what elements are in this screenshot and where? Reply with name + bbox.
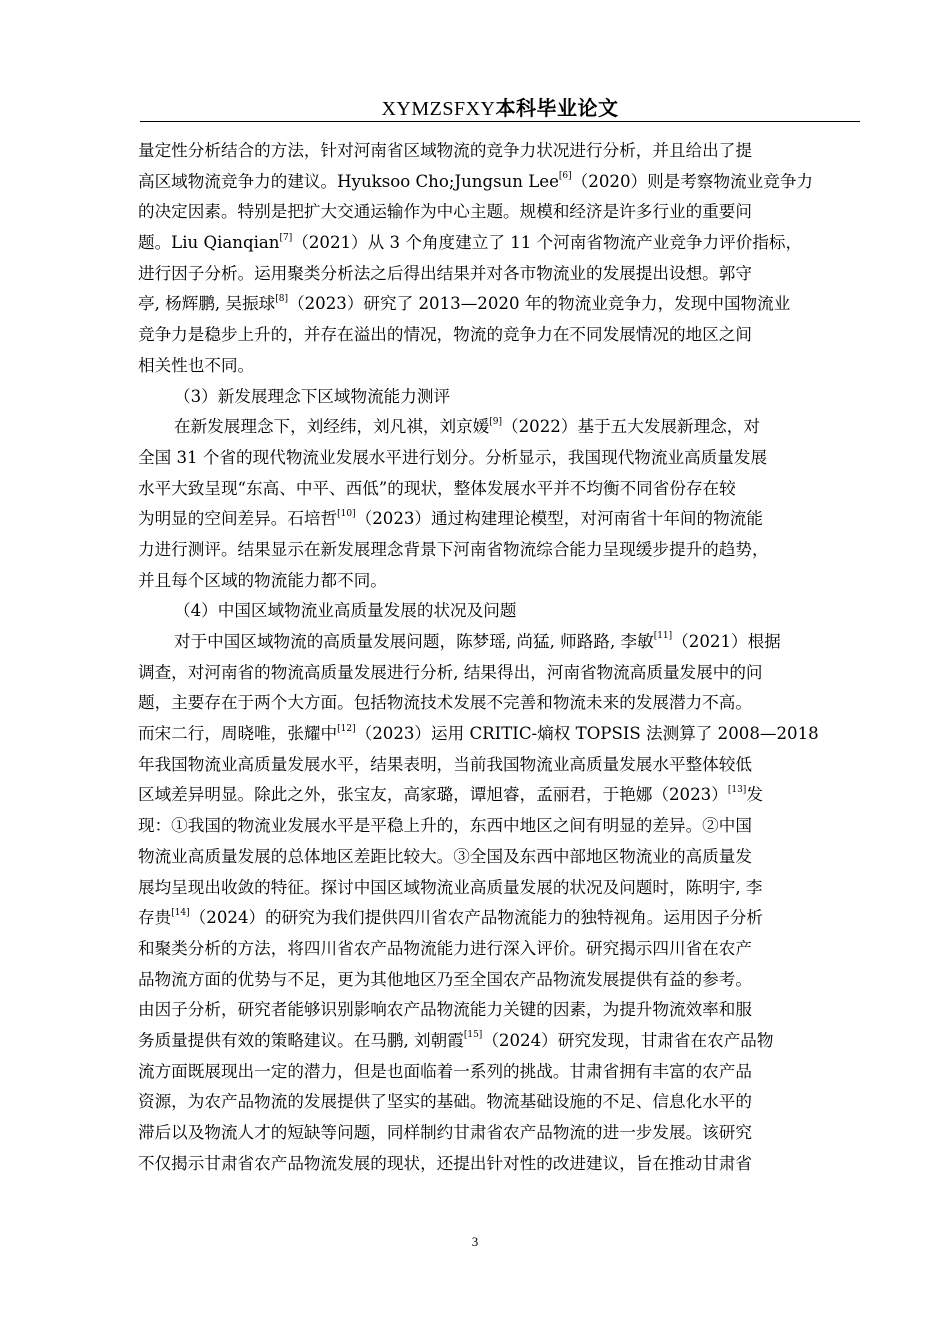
- line-text: 不仅揭示甘肃省农产品物流发展的现状，还提出针对性的改进建议，旨在推动甘肃省: [138, 1153, 752, 1173]
- text-line: [138, 443, 858, 474]
- line-text: 高区域物流竞争力的建议。Hyuksoo Cho;Jungsun Lee: [138, 171, 559, 191]
- text-line: [138, 504, 858, 535]
- line-text: 区域差异明显。除此之外，张宝友，高家璐，谭旭睿，孟丽君，于艳娜（2023）: [138, 785, 728, 805]
- line-text: 调查，对河南省的物流高质量发展进行分析, 结果得出，河南省物流高质量发展中的问: [138, 662, 763, 682]
- citation-marker: [10]: [337, 508, 356, 519]
- line-text: 物流业高质量发展的总体地区差距比较大。③全国及东西中部地区物流业的高质量发: [138, 846, 752, 866]
- line-text: 在新发展理念下，刘经纬，刘凡祺，刘京媛: [174, 417, 490, 437]
- text-line: [138, 382, 858, 413]
- citation-marker: [9]: [489, 416, 503, 427]
- citation-marker: [15]: [463, 1030, 483, 1041]
- text-line: [138, 903, 858, 934]
- line-text: 的决定因素。特别是把扩大交通运输作为中心主题。规模和经济是许多行业的重要问: [138, 202, 752, 222]
- text-line: [138, 197, 858, 228]
- text-line: [138, 136, 858, 167]
- line-text: 并且每个区域的物流能力都不同。: [138, 570, 387, 590]
- line-text: （2024）的研究为我们提供四川省农产品物流能力的独特视角。运用因子分析: [189, 908, 763, 928]
- page-number: 3: [471, 1234, 479, 1249]
- text-line: [138, 750, 858, 781]
- line-text: 全国 31 个省的现代物流业发展水平进行划分。分析显示，我国现代物流业高质量发展: [138, 447, 768, 467]
- text-line: [138, 719, 858, 750]
- line-text: 题。Liu Qianqian: [138, 233, 280, 253]
- line-text: 由因子分析，研究者能够识别影响农产品物流能力关键的因素，为提升物流效率和服: [138, 1000, 752, 1020]
- text-line: [138, 1057, 858, 1088]
- line-text: 相关性也不同。: [138, 355, 255, 375]
- line-text: （2024）研究发现，甘肃省在农产品物: [482, 1030, 774, 1050]
- text-line: [138, 873, 858, 904]
- line-text: 亭, 杨辉鹏, 吴振球: [138, 294, 276, 314]
- line-text: （4）中国区域物流业高质量发展的状况及问题: [174, 601, 517, 621]
- text-line: [138, 688, 858, 719]
- text-line: [138, 658, 858, 689]
- header-code: XYMZSFXY: [381, 98, 496, 120]
- line-text: （2020）则是考察物流业竞争力: [571, 171, 814, 191]
- line-text: 而宋二行，周晓唯，张耀中: [138, 724, 338, 744]
- line-text: 水平大致呈现“东高、中平、西低”的现状，整体发展水平并不均衡不同省份存在较: [138, 478, 736, 498]
- line-text: 力进行测评。结果显示在新发展理念背景下河南省物流综合能力呈现缓步提升的趋势，: [138, 539, 769, 559]
- citation-marker: [14]: [171, 907, 190, 918]
- text-line: [138, 1149, 858, 1180]
- text-line: [138, 995, 858, 1026]
- line-text: 对于中国区域物流的高质量发展问题，陈梦瑶, 尚猛, 师路路, 李敏: [174, 632, 654, 651]
- citation-marker: [8]: [275, 293, 289, 304]
- text-line: [138, 167, 858, 198]
- text-line: [138, 566, 858, 597]
- text-line: [138, 1118, 858, 1149]
- text-line: [138, 289, 858, 320]
- text-line: [138, 965, 858, 996]
- line-text: 品物流方面的优势与不足，更为其他地区乃至全国农产品物流发展提供有益的参考。: [138, 969, 752, 989]
- body-text: [138, 136, 858, 1179]
- text-line: [138, 412, 858, 443]
- line-text: （2021）根据: [672, 632, 781, 651]
- text-line: [138, 596, 858, 627]
- line-text: （2023）运用 CRITIC-熵权 TOPSIS 法测算了 2008—2018: [355, 724, 819, 744]
- text-line: [138, 1087, 858, 1118]
- text-line: [138, 811, 858, 842]
- text-line: [138, 1026, 858, 1057]
- line-text: 展均呈现出收敛的特征。探讨中国区域物流业高质量发展的状况及问题时，陈明宇, 李: [138, 877, 763, 897]
- text-line: [138, 842, 858, 873]
- line-text: 和聚类分析的方法，将四川省农产品物流能力进行深入评价。研究揭示四川省在农产: [138, 938, 752, 958]
- citation-marker: [7]: [279, 232, 293, 243]
- line-text: 资源，为农产品物流的发展提供了坚实的基础。物流基础设施的不足、信息化水平的: [138, 1092, 752, 1112]
- text-line: [138, 934, 858, 965]
- line-text: 进行因子分析。运用聚类分析法之后得出结果并对各市物流业的发展提出设想。郭守: [138, 263, 752, 283]
- line-text: 为明显的空间差异。石培哲: [138, 509, 338, 529]
- line-text: 现：①我国的物流业发展水平是平稳上升的，东西中地区之间有明显的差异。②中国: [138, 816, 752, 836]
- text-line: [138, 259, 858, 290]
- text-line: [138, 320, 858, 351]
- citation-marker: [11]: [653, 631, 673, 642]
- line-text: 题，主要存在于两个大方面。包括物流技术发展不完善和物流未来的发展潜力不高。: [138, 693, 752, 713]
- line-text: 务质量提供有效的策略建议。在马鹏, 刘朝霞: [138, 1030, 464, 1050]
- line-text: 滞后以及物流人才的短缺等问题，同样制约甘肃省农产品物流的进一步发展。该研究: [138, 1123, 752, 1142]
- line-text: （3）新发展理念下区域物流能力测评: [174, 386, 451, 406]
- line-text: （2023）通过构建理论模型，对河南省十年间的物流能: [355, 509, 763, 529]
- header-rule: [140, 121, 860, 122]
- text-line: [138, 627, 858, 658]
- text-line: [138, 351, 858, 382]
- line-text: 流方面既展现出一定的潜力，但是也面临着一系列的挑战。甘肃省拥有丰富的农产品: [138, 1061, 752, 1081]
- line-text: 竞争力是稳步上升的，并存在溢出的情况，物流的竞争力在不同发展情况的地区之间: [138, 325, 752, 345]
- line-text: 年我国物流业高质量发展水平，结果表明，当前我国物流业高质量发展水平整体较低: [138, 754, 752, 774]
- line-text: （2021）从 3 个角度建立了 11 个河南省物流产业竞争力评价指标，: [292, 233, 803, 253]
- text-line: [138, 474, 858, 505]
- text-line: [138, 535, 858, 566]
- citation-marker: [13]: [727, 784, 747, 795]
- line-text: （2023）研究了 2013—2020 年的物流业竞争力，发现中国物流业: [288, 294, 791, 314]
- line-text: （2022）基于五大发展新理念，对: [502, 417, 760, 437]
- line-text: 量定性分析结合的方法，针对河南省区域物流的竞争力状况进行分析，并且给出了提: [138, 141, 752, 160]
- text-line: [138, 780, 858, 811]
- text-line: [138, 228, 858, 259]
- page-header: [140, 92, 860, 121]
- line-text: 存贵: [138, 908, 172, 928]
- citation-marker: [12]: [337, 723, 356, 734]
- line-text: 发: [746, 785, 763, 805]
- header-title: 本科毕业论文: [495, 96, 619, 120]
- citation-marker: [6]: [558, 171, 572, 182]
